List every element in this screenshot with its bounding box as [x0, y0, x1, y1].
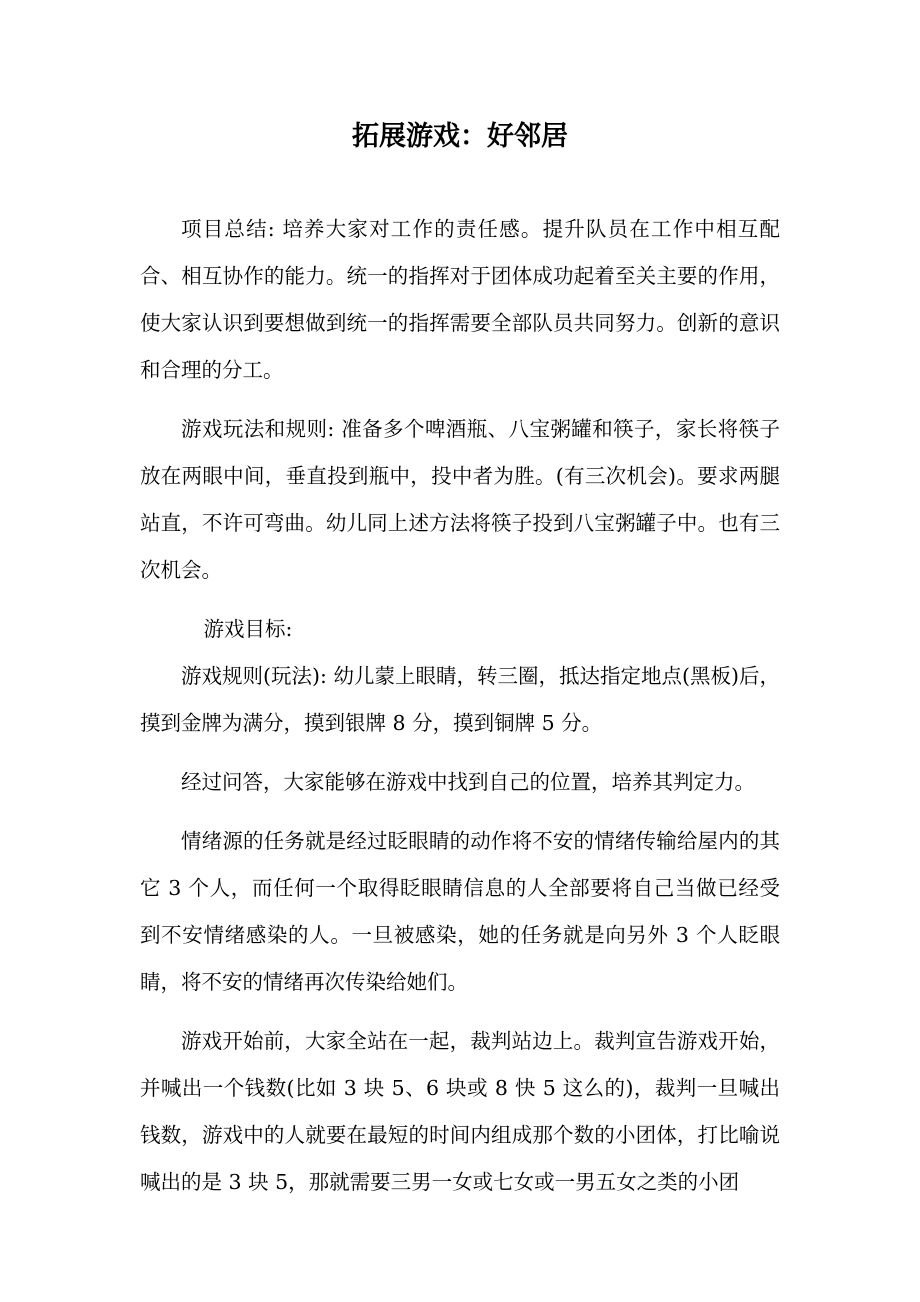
document-body	[140, 206, 780, 1218]
paragraph-game-start: 游戏开始前，大家全站在一起，裁判站边上。裁判宣告游戏开始，并喊出一个钱数(比如 3 块 5、6 块或 8 快 5 这么的)，裁判一旦喊出钱数，游戏中的人就要在最短的时间内组成那个数的小团体，打比喻说喊出的是 3 块 5，那就需要三男一女或七女或一男五女之类的小团	[140, 1029, 780, 1194]
paragraph-game-goal: 游戏目标:	[203, 617, 293, 641]
page-title: 拓展游戏：好邻居	[352, 121, 568, 152]
paragraph-game-rules: 游戏玩法和规则: 准备多个啤酒瓶、八宝粥罐和筷子，家长将筷子放在两眼中间，垂直投到瓶中，投中者为胜。(有三次机会)。要求两腿站直，不许可弯曲。幼儿同上述方法将筷子投到八宝粥罐子中。也有三次机会。	[140, 417, 780, 582]
paragraph-qa: 经过问答，大家能够在游戏中找到自己的位置，培养其判定力。	[181, 770, 755, 794]
paragraph-game-rules-play: 游戏规则(玩法): 幼儿蒙上眼睛，转三圈，抵达指定地点(黑板)后，摸到金牌为满分，摸到银牌 8 分，摸到铜牌 5 分。	[140, 664, 780, 735]
paragraph-emotion-source: 情绪源的任务就是经过眨眼睛的动作将不安的情绪传输给屋内的其它 3 个人，而任何一个取得眨眼睛信息的人全部要将自己当做已经受到不安情绪感染的人。一旦被感染，她的任务就是向另外 3 个人眨眼睛，将不安的情绪再次传染给她们。	[140, 829, 780, 994]
paragraph-project-summary: 项目总结: 培养大家对工作的责任感。提升队员在工作中相互配合、相互协作的能力。统一的指挥对于团体成功起着至关主要的作用，使大家认识到要想做到统一的指挥需要全部队员共同努力。创新的意识和合理的分工。	[140, 217, 780, 382]
